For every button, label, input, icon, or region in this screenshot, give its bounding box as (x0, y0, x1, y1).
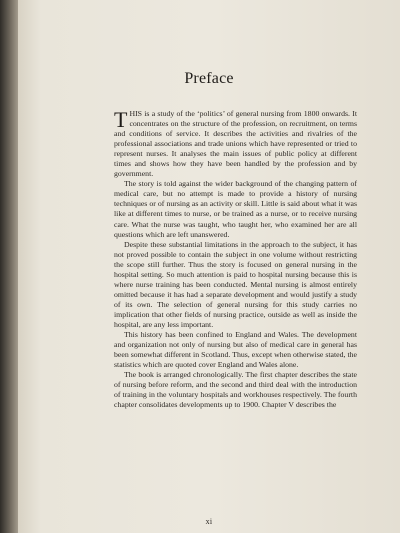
drop-cap: T (114, 107, 128, 132)
page-title: Preface (184, 70, 234, 87)
paragraph-2: The story is told against the wider background of the changing pattern of medical care, but no attempt is made to provide a history of nursing techniques or of nursing as an activity or skill. Little is said about what it was like at different times to nurse, or be trained as a nurse, or to receive nursing care. What the nurse was taught, who taught her, who examined her are all questions which are left unanswered. (114, 179, 357, 239)
paragraph-1-text: HIS is a study of the ‘politics’ of general nursing from 1800 onwards. It concentrates on the structure of the profession, on recruitment, on terms and conditions of service. It describes the activities and rivalries of the professional associations and trade unions which have represented or tried to represent nurses. It analyses the main issues of public policy at different times and shows how they have been handled by the profession and by government. (114, 109, 357, 179)
paragraph-4: This history has been confined to England and Wales. The development and organization not only of nursing but also of medical care in general has been somewhat different in Scotland. Thus, except when otherwise stated, the statistics which are quoted cover England and Wales alone. (114, 330, 357, 370)
preface-body (114, 109, 357, 410)
page-number: xi (205, 517, 213, 526)
book-page (18, 0, 400, 533)
paragraph-5: The book is arranged chronologically. The first chapter describes the state of nursing before reform, and the second and third deal with the introduction of training in the voluntary hospitals and workhouses respectively. The fourth chapter consolidates developments up to 1900. Chapter V describes the (114, 370, 357, 410)
paragraph-3: Despite these substantial limitations in the approach to the subject, it has not proved possible to contain the subject in one volume without restricting the scope still further. Thus the story is focused on general nursing in the hospital setting. So much attention is paid to hospital nursing because this is where nurse training has been conducted. Mental nursing is almost entirely omitted because it has had a separate development and would justify a study of its own. The selection of general nursing for this study carries no implication that other fields of nursing practice, outside as well as inside the hospital, are any less important. (114, 239, 357, 329)
paragraph-1 (114, 109, 357, 179)
